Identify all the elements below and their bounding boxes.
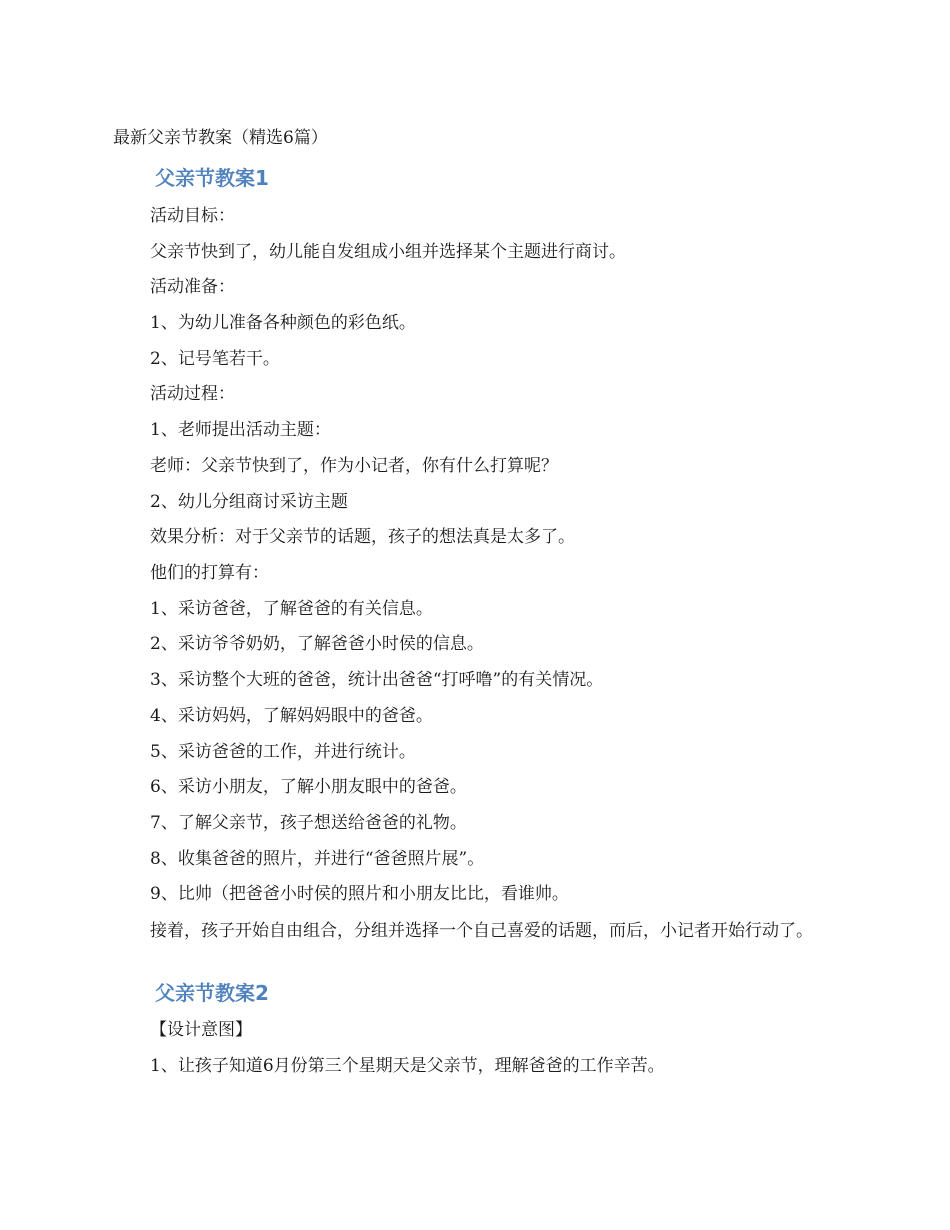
document-title: 最新父亲节教案（精选6篇） (113, 128, 328, 148)
paragraph: 1、为幼儿准备各种颜色的彩色纸。 (150, 313, 416, 333)
paragraph: 2、记号笔若干。 (150, 349, 280, 369)
section-heading-1: 父亲节教案1 (155, 166, 269, 190)
paragraph: 父亲节快到了，幼儿能自发组成小组并选择某个主题进行商讨。 (150, 242, 626, 262)
paragraph: 效果分析：对于父亲节的话题，孩子的想法真是太多了。 (150, 527, 575, 547)
paragraph: 活动准备： (150, 277, 235, 297)
paragraph: 1、老师提出活动主题： (150, 420, 331, 440)
list-item: 4、采访妈妈，了解妈妈眼中的爸爸。 (150, 706, 433, 726)
list-item: 9、比帅（把爸爸小时侯的照片和小朋友比比，看谁帅。 (150, 884, 569, 904)
list-item: 1、采访爸爸，了解爸爸的有关信息。 (150, 599, 433, 619)
list-item: 3、采访整个大班的爸爸，统计出爸爸“打呼噜”的有关情况。 (150, 670, 604, 690)
paragraph: 【设计意图】 (150, 1020, 252, 1040)
paragraph: 他们的打算有： (150, 563, 269, 583)
list-item: 5、采访爸爸的工作，并进行统计。 (150, 742, 416, 762)
list-item: 2、采访爷爷奶奶，了解爸爸小时侯的信息。 (150, 634, 484, 654)
list-item: 6、采访小朋友，了解小朋友眼中的爸爸。 (150, 777, 467, 797)
paragraph: 2、幼儿分组商讨采访主题 (150, 492, 348, 512)
list-item: 7、了解父亲节，孩子想送给爸爸的礼物。 (150, 813, 467, 833)
paragraph: 老师：父亲节快到了，作为小记者，你有什么打算呢？ (150, 456, 558, 476)
paragraph: 活动过程： (150, 384, 235, 404)
paragraph: 活动目标： (150, 206, 235, 226)
closing-paragraph: 接着，孩子开始自由组合，分组并选择一个自己喜爱的话题，而后，小记者开始行动了。 (150, 921, 813, 941)
list-item: 8、收集爸爸的照片，并进行“爸爸照片展”。 (150, 849, 485, 869)
section-heading-2: 父亲节教案2 (155, 981, 269, 1005)
paragraph: 1、让孩子知道6月份第三个星期天是父亲节，理解爸爸的工作辛苦。 (150, 1056, 665, 1076)
